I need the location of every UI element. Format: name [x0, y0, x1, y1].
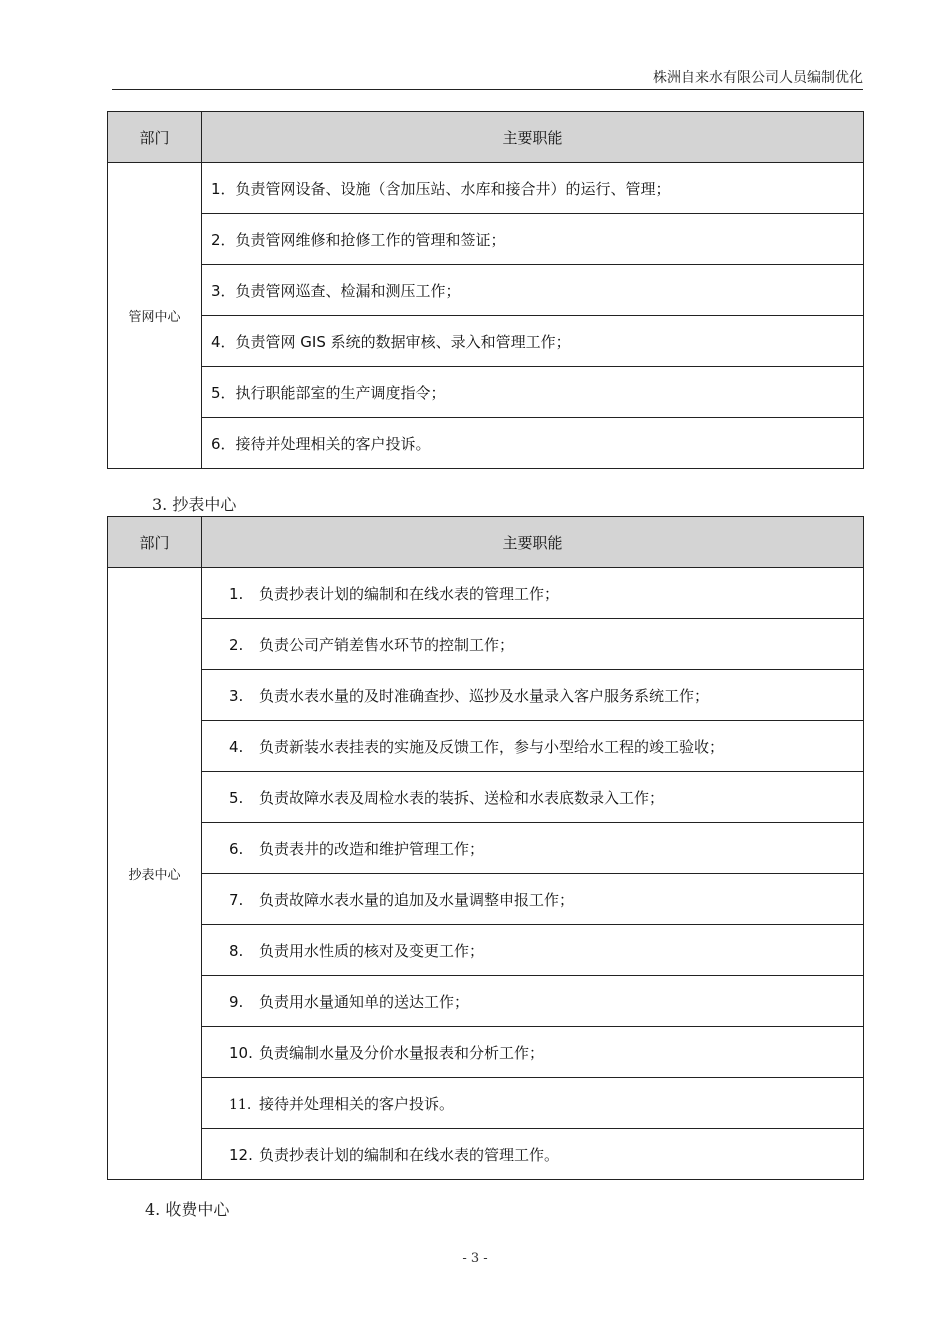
item-text: 负责用水性质的核对及变更工作； — [259, 941, 485, 960]
page-header — [112, 70, 863, 90]
item-text: 负责公司产销差售水环节的控制工作； — [259, 635, 515, 654]
section-heading: 4. 收费中心 — [145, 1200, 230, 1219]
duty-item: 5．执行职能部室的生产调度指令； — [202, 367, 864, 418]
table-row — [108, 670, 864, 721]
duty-item — [202, 1027, 864, 1078]
table-row — [108, 367, 864, 418]
duty-item — [202, 619, 864, 670]
table-header-row — [108, 112, 864, 163]
item-number: 4. — [229, 737, 244, 756]
table-row — [108, 163, 864, 214]
item-text: 负责新装水表挂表的实施及反馈工作，参与小型给水工程的竣工验收； — [259, 737, 725, 756]
item-number: 8. — [229, 941, 244, 960]
item-text: 负责抄表计划的编制和在线水表的管理工作。 — [259, 1145, 560, 1164]
duty-item: 2．负责管网维修和抢修工作的管理和签证； — [202, 214, 864, 265]
item-number: 10. — [229, 1043, 253, 1062]
item-text: 接待并处理相关的客户投诉。 — [259, 1094, 455, 1113]
duty-item: 6．接待并处理相关的客户投诉。 — [202, 418, 864, 469]
table-row — [108, 1129, 864, 1180]
item-number: 6. — [229, 839, 244, 858]
table-row — [108, 265, 864, 316]
table-row — [108, 568, 864, 619]
item-number: 9. — [229, 992, 244, 1011]
item-text: 负责抄表计划的编制和在线水表的管理工作； — [259, 584, 560, 603]
col-header-dept: 部门 — [108, 517, 202, 568]
table-row — [108, 418, 864, 469]
duty-item — [202, 874, 864, 925]
duty-item — [202, 670, 864, 721]
item-number: 1. — [229, 584, 244, 603]
table-row — [108, 721, 864, 772]
table-row — [108, 316, 864, 367]
table-header-row — [108, 517, 864, 568]
table-row — [108, 823, 864, 874]
table-row — [108, 976, 864, 1027]
table-row — [108, 874, 864, 925]
item-text: 负责表井的改造和维护管理工作； — [259, 839, 485, 858]
duty-item — [202, 721, 864, 772]
duty-table-pipe-network — [107, 111, 864, 469]
item-number: 3. — [229, 686, 244, 705]
header-title: 株洲自来水有限公司人员编制优化 — [653, 70, 863, 86]
duty-item: 1．负责管网设备、设施（含加压站、水库和接合井）的运行、管理； — [202, 163, 864, 214]
table-row — [108, 1078, 864, 1129]
duty-item — [202, 568, 864, 619]
col-header-duty: 主要职能 — [202, 112, 864, 163]
item-text: 负责编制水量及分价水量报表和分析工作； — [259, 1043, 545, 1062]
table-row — [108, 214, 864, 265]
item-number: 2. — [229, 635, 244, 654]
item-text: 负责故障水表水量的追加及水量调整申报工作； — [259, 890, 575, 909]
table-row — [108, 619, 864, 670]
dept-cell: 抄表中心 — [108, 568, 202, 1180]
item-text: 负责用水量通知单的送达工作； — [259, 992, 470, 1011]
col-header-duty: 主要职能 — [202, 517, 864, 568]
item-text: 负责水表水量的及时准确查抄、巡抄及水量录入客户服务系统工作； — [259, 686, 710, 705]
duty-item — [202, 1129, 864, 1180]
duty-item: 3．负责管网巡查、检漏和测压工作； — [202, 265, 864, 316]
duty-table-meter-reading — [107, 516, 864, 1180]
table-row — [108, 1027, 864, 1078]
duty-item — [202, 976, 864, 1027]
col-header-dept: 部门 — [108, 112, 202, 163]
duty-item — [202, 925, 864, 976]
table-row — [108, 772, 864, 823]
table-row — [108, 925, 864, 976]
duty-item — [202, 823, 864, 874]
duty-item: 4．负责管网 GIS 系统的数据审核、录入和管理工作； — [202, 316, 864, 367]
section-heading: 3. 抄表中心 — [152, 495, 237, 514]
duty-item — [202, 772, 864, 823]
page-number: - 3 - — [462, 1251, 488, 1266]
dept-cell: 管网中心 — [108, 163, 202, 469]
item-number: 5. — [229, 788, 244, 807]
item-number: 12. — [229, 1145, 253, 1164]
item-number: 11. — [229, 1096, 252, 1113]
item-number: 7. — [229, 890, 244, 909]
item-text: 负责故障水表及周检水表的装拆、送检和水表底数录入工作； — [259, 788, 665, 807]
duty-item — [202, 1078, 864, 1129]
